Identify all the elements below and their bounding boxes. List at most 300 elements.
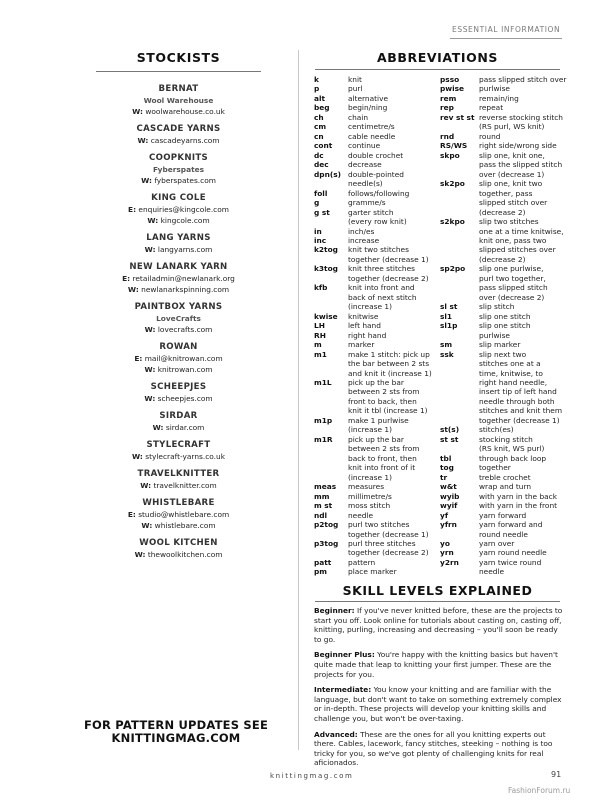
abbreviation-meaning: slip next two [479, 349, 527, 359]
abbreviation-term: m1L [314, 378, 332, 387]
abbreviation-term [440, 530, 479, 539]
abbreviation-meaning: yarn forward and [479, 520, 543, 530]
abbreviation-term: g st [314, 207, 330, 217]
abbreviation-row [314, 350, 434, 359]
abbreviation-meaning: pick up the bar [348, 378, 404, 387]
abbreviation-row [440, 511, 565, 520]
abbreviation-term: sp2po [440, 264, 466, 274]
contact-label: W: [141, 176, 152, 185]
skill-level-paragraph [314, 730, 564, 768]
stockist-name: NEW LANARK YARN [129, 262, 228, 272]
abbreviation-meaning: pick up the bar [348, 434, 404, 444]
abbreviation-meaning: right side/wrong side [479, 141, 557, 151]
abbreviation-meaning: knit one, pass two [479, 235, 547, 245]
abbreviation-meaning: together [479, 463, 511, 473]
abbreviation-term: meas [314, 482, 337, 492]
abbreviation-term [314, 217, 348, 226]
contact-value: newlanarkspinning.com [141, 285, 230, 294]
abbreviation-row [314, 283, 434, 292]
abbreviation-meaning: needle [479, 567, 505, 577]
abbreviation-meaning: knit two stitches [348, 245, 409, 255]
abbreviation-term: p2tog [314, 520, 339, 530]
contact-label: E: [134, 354, 143, 363]
abbreviation-row [314, 511, 434, 520]
skill-level-description: These are the ones for all you knitting experts out there. Cables, lacework, fancy stitches, steeking – nothing is too tricky for you, so we've got plenty of challenging knits for real aficionados. [314, 729, 553, 768]
abbreviation-meaning: yarn forward [479, 510, 527, 520]
abbreviation-meaning: make 1 stitch: pick up [348, 349, 430, 359]
stockist-contact [96, 393, 261, 404]
abbreviations-rule [315, 69, 560, 70]
abbreviation-row [314, 520, 434, 529]
abbreviation-term [314, 387, 348, 396]
contact-label: W: [144, 245, 156, 254]
abbreviation-meaning: place marker [348, 567, 397, 577]
stockist-name: LANG YARNS [146, 233, 211, 243]
contact-value: whistlebare.com [154, 521, 216, 530]
abbreviation-row [440, 425, 565, 434]
abbreviation-row [440, 274, 565, 283]
abbreviation-term: ch [314, 112, 324, 122]
abbreviation-meaning: left hand [348, 321, 381, 331]
contact-value: mail@knitrowan.com [144, 354, 223, 363]
abbreviation-row [440, 567, 565, 576]
abbreviation-term: tr [440, 472, 448, 482]
abbreviation-row [314, 84, 434, 93]
abbreviation-row [440, 141, 565, 150]
abbreviation-row [314, 567, 434, 576]
abbreviation-term: sl st [440, 302, 458, 312]
abbreviation-row [440, 530, 565, 539]
contact-value: scheepjes.com [157, 394, 213, 403]
abbreviation-meaning: knitwise [348, 311, 379, 321]
abbreviation-meaning: stitches and knit them [479, 406, 563, 416]
abbreviation-term [440, 567, 479, 576]
abbreviation-row [314, 179, 434, 188]
abbreviation-term: pwise [440, 84, 465, 94]
stockist-name: TRAVELKNITTER [137, 469, 220, 479]
abbreviation-term [314, 444, 348, 453]
abbreviation-row [440, 198, 565, 207]
abbreviation-meaning: reverse stocking stitch [479, 112, 563, 122]
abbreviation-term: st st [440, 434, 459, 444]
abbreviation-row [314, 160, 434, 169]
contact-label: E: [122, 274, 131, 283]
abbreviation-row [440, 406, 565, 415]
stockist-entry [96, 84, 261, 117]
abbreviation-meaning: round [479, 131, 501, 141]
contact-value: langyarns.com [157, 245, 213, 254]
abbreviation-row [314, 369, 434, 378]
abbreviation-row [440, 179, 565, 188]
abbreviation-row [314, 435, 434, 444]
abbreviation-meaning: right hand needle, [479, 378, 548, 387]
page-number: 91 [551, 770, 562, 779]
abbreviation-meaning: together (decrease 2) [348, 548, 429, 558]
abbreviation-row [440, 321, 565, 330]
abbreviation-term [440, 245, 479, 254]
abbreviation-meaning: (RS knit, WS purl) [479, 444, 545, 454]
abbreviation-meaning: decrease [348, 160, 382, 170]
abbreviation-meaning: treble crochet [479, 472, 531, 482]
skill-level-name: Beginner: [314, 606, 355, 615]
abbreviation-meaning: yarn over [479, 538, 515, 548]
stockist-contact [96, 175, 261, 186]
abbreviation-meaning: (decrease 2) [479, 207, 526, 217]
abbreviation-term [314, 473, 348, 482]
stockist-name: WOOL KITCHEN [139, 538, 218, 548]
abbreviation-meaning: knit three stitches [348, 264, 416, 274]
contact-label: W: [152, 423, 164, 432]
header-rule [450, 38, 562, 39]
abbreviation-meaning: (RS purl, WS knit) [479, 122, 545, 132]
contact-label: E: [127, 510, 136, 519]
abbreviation-row [314, 103, 434, 112]
abbreviation-row [440, 151, 565, 160]
abbreviation-meaning: garter stitch [348, 207, 394, 217]
abbreviation-meaning: (decrease 2) [479, 254, 526, 264]
abbreviation-meaning: purlwise [479, 84, 510, 94]
abbreviation-meaning: stitch(es) [479, 425, 514, 435]
abbreviation-meaning: purl two stitches [348, 520, 410, 530]
abbreviation-meaning: slip one, knit one, [479, 150, 545, 160]
abbreviation-meaning: and knit it (increase 1) [348, 368, 432, 378]
abbreviation-meaning: front to back, then [348, 396, 417, 406]
abbreviation-row [440, 340, 565, 349]
abbreviation-row [440, 245, 565, 254]
abbreviation-row [314, 340, 434, 349]
abbreviation-term [314, 454, 348, 463]
abbreviation-term: cont [314, 141, 333, 151]
abbreviation-term [314, 406, 348, 415]
abbreviation-term [440, 274, 479, 283]
skill-levels-body [314, 606, 564, 774]
abbreviation-row [314, 264, 434, 273]
abbreviation-row [314, 293, 434, 302]
abbreviation-row [314, 548, 434, 557]
abbreviation-term: m st [314, 501, 333, 511]
abbreviation-term: yfrn [440, 520, 457, 530]
stockist-name: COOPKNITS [148, 153, 209, 163]
contact-label: W: [144, 365, 156, 374]
abbreviation-row [440, 416, 565, 425]
section-label: ESSENTIAL INFORMATION [452, 25, 561, 34]
abbreviation-row [314, 425, 434, 434]
abbreviation-term [440, 406, 479, 415]
abbreviation-term [314, 274, 348, 283]
abbreviation-term [440, 283, 479, 292]
updates-line-1: FOR PATTERN UPDATES SEE [83, 718, 269, 732]
abbreviation-row [440, 359, 565, 368]
skill-level-name: Intermediate: [314, 685, 372, 695]
abbreviation-meaning: one at a time knitwise, [479, 226, 564, 236]
abbreviation-row [440, 397, 565, 406]
stockist-entry [96, 302, 261, 335]
abbreviation-row [440, 189, 565, 198]
abbreviation-meaning: increase [348, 235, 380, 245]
abbreviation-row [314, 198, 434, 207]
abbreviation-row [314, 492, 434, 501]
abbreviation-row [314, 113, 434, 122]
stockist-distributor [96, 313, 261, 324]
contact-value: lovecrafts.com [157, 325, 213, 334]
abbreviation-meaning: double-pointed [348, 169, 404, 179]
abbreviation-term [314, 548, 348, 557]
abbreviation-meaning: knit into front of it [348, 463, 416, 473]
abbreviation-term: sl1 [440, 311, 453, 321]
stockist-entry [96, 411, 261, 433]
stockist-entry [96, 469, 261, 491]
skill-level-description: You're happy with the knitting basics but haven't quite made that leap to knitting your first jumper. These are the projects for you. [314, 650, 558, 679]
stockist-entry [96, 440, 261, 462]
abbreviation-term: rem [440, 93, 457, 103]
abbreviation-row [440, 482, 565, 491]
abbreviation-row [440, 492, 565, 501]
contact-label: W: [137, 136, 149, 145]
abbreviation-term [314, 293, 348, 302]
stockist-contact [96, 273, 261, 284]
abbreviations-column-1 [314, 75, 434, 577]
contact-value: kingcole.com [160, 216, 210, 225]
abbreviation-term: sl1p [440, 321, 458, 331]
abbreviation-meaning: over (decrease 1) [479, 169, 545, 179]
abbreviation-term [440, 208, 479, 217]
stockist-contact [96, 422, 261, 433]
abbreviation-term: RS/WS [440, 141, 468, 151]
abbreviation-row [314, 397, 434, 406]
abbreviation-term: dc [314, 150, 324, 160]
abbreviation-term [440, 369, 479, 378]
abbreviation-row [314, 416, 434, 425]
abbreviation-term: sk2po [440, 179, 465, 189]
stockist-entry [96, 153, 261, 186]
abbreviation-term [440, 416, 479, 425]
abbreviation-term [314, 255, 348, 264]
abbreviation-term [314, 425, 348, 434]
stockist-name: KING COLE [151, 193, 206, 203]
column-divider [298, 50, 299, 750]
stockists-section [96, 50, 261, 567]
abbreviation-meaning: slipped stitch over [479, 198, 548, 208]
abbreviation-term: dec [314, 160, 329, 170]
abbreviation-row [314, 444, 434, 453]
abbreviation-meaning: time, knitwise, to [479, 368, 543, 378]
abbreviation-term [440, 397, 479, 406]
contact-value: fyberspates.com [154, 176, 216, 185]
abbreviation-row [440, 539, 565, 548]
abbreviation-meaning: back to front, then [348, 453, 417, 463]
stockist-contact [96, 106, 261, 117]
abbreviation-row [440, 302, 565, 311]
abbreviation-row [314, 359, 434, 368]
contact-label: W: [141, 521, 153, 530]
abbreviation-term: LH [314, 321, 325, 331]
abbreviation-term [440, 122, 479, 131]
abbreviation-meaning: slip one stitch [479, 311, 531, 321]
abbreviation-meaning: marker [348, 340, 375, 350]
abbreviation-meaning: remain/ing [479, 93, 519, 103]
abbreviation-meaning: together, pass [479, 188, 533, 198]
abbreviation-meaning: between 2 sts from [348, 444, 420, 454]
contact-label: W: [144, 325, 156, 334]
abbreviation-term: alt [314, 93, 326, 103]
abbreviation-meaning: stocking stitch [479, 434, 533, 444]
abbreviation-meaning: (increase 1) [348, 472, 392, 482]
stockist-name: SIRDAR [159, 411, 198, 421]
contact-value: thewoolkitchen.com [147, 550, 223, 559]
abbreviation-row [314, 122, 434, 131]
abbreviation-meaning: double crochet [348, 150, 404, 160]
contact-label: W: [127, 285, 139, 294]
stockist-distributor [96, 164, 261, 175]
abbreviation-term: yo [440, 538, 450, 548]
stockist-name: BERNAT [158, 84, 199, 94]
contact-value: woolwarehouse.co.uk [145, 107, 225, 116]
abbreviation-term [440, 359, 479, 368]
abbreviation-term: beg [314, 103, 330, 113]
stockist-name: PAINTBOX YARNS [134, 302, 223, 312]
abbreviation-row [314, 170, 434, 179]
abbreviation-row [440, 94, 565, 103]
contact-value: Wool Warehouse [143, 96, 214, 105]
abbreviation-meaning: purlwise [479, 330, 510, 340]
abbreviation-term [314, 463, 348, 472]
abbreviation-term [314, 397, 348, 406]
abbreviation-meaning: yarn twice round [479, 557, 542, 567]
abbreviation-meaning: through back loop [479, 453, 547, 463]
abbreviation-term: g [314, 198, 320, 208]
abbreviation-meaning: pass slipped stitch [479, 283, 548, 293]
abbreviation-term: foll [314, 188, 328, 198]
abbreviation-term: pm [314, 567, 327, 577]
abbreviation-row [314, 312, 434, 321]
abbreviation-term: w&t [440, 482, 457, 492]
abbreviation-term: sm [440, 340, 453, 350]
abbreviation-term: RH [314, 330, 326, 340]
abbreviation-row [314, 217, 434, 226]
abbreviation-meaning: together (decrease 1) [348, 529, 429, 539]
abbreviation-row [440, 283, 565, 292]
abbreviation-row [440, 103, 565, 112]
abbreviation-meaning: insert tip of left hand [479, 387, 557, 397]
abbreviation-meaning: together (decrease 1) [479, 415, 560, 425]
abbreviation-row [314, 454, 434, 463]
contact-label: W: [147, 216, 159, 225]
abbreviation-term [440, 189, 479, 198]
abbreviation-meaning: over (decrease 2) [479, 292, 545, 302]
abbreviation-row [440, 473, 565, 482]
stockist-contact [96, 244, 261, 255]
abbreviation-row [314, 255, 434, 264]
contact-value: knitrowan.com [157, 365, 213, 374]
abbreviation-meaning: (every row knit) [348, 217, 407, 227]
abbreviation-term: wyib [440, 491, 460, 501]
skill-level-paragraph [314, 650, 564, 679]
skill-level-paragraph [314, 685, 564, 723]
abbreviation-row [314, 274, 434, 283]
abbreviation-row [314, 141, 434, 150]
skill-level-name: Beginner Plus: [314, 650, 375, 660]
abbreviation-row [440, 264, 565, 273]
abbreviation-meaning: knit [348, 75, 362, 84]
abbreviation-row [440, 520, 565, 529]
stockist-contact [96, 549, 261, 560]
stockist-contact [96, 324, 261, 335]
contact-value: studio@whistlebare.com [138, 510, 230, 519]
stockist-entry [96, 382, 261, 404]
abbreviation-term: k3tog [314, 264, 338, 274]
abbreviation-meaning: with yarn in the front [479, 501, 558, 511]
abbreviation-row [440, 132, 565, 141]
abbreviation-row [314, 132, 434, 141]
contact-value: stylecraft-yarns.co.uk [145, 452, 225, 461]
footer-url: knittingmag.com [270, 772, 354, 780]
abbreviation-meaning: slipped stitches over [479, 245, 556, 255]
abbreviation-row [440, 170, 565, 179]
contact-label: W: [132, 452, 143, 461]
abbreviation-row [440, 293, 565, 302]
abbreviation-row [314, 94, 434, 103]
abbreviation-meaning: chain [348, 112, 369, 122]
abbreviation-row [440, 122, 565, 131]
abbreviation-row [440, 160, 565, 169]
abbreviation-row [440, 255, 565, 264]
stockist-name: ROWAN [159, 342, 198, 352]
stockist-entry [96, 262, 261, 295]
abbreviation-term [440, 444, 479, 453]
abbreviation-term [440, 227, 479, 236]
abbreviation-row [440, 387, 565, 396]
abbreviation-meaning: purl three stitches [348, 538, 416, 548]
stockist-entry [96, 124, 261, 146]
stockist-entry [96, 538, 261, 560]
abbreviation-row [440, 75, 565, 84]
abbreviation-row [440, 350, 565, 359]
abbreviation-meaning: (increase 1) [348, 302, 392, 312]
abbreviation-row [440, 558, 565, 567]
contact-value: Fyberspates [152, 165, 205, 174]
abbreviation-row [314, 331, 434, 340]
stockist-contact [96, 520, 261, 531]
abbreviation-row [314, 406, 434, 415]
abbreviation-row [314, 321, 434, 330]
contact-label: W: [132, 107, 143, 116]
stockist-contact [96, 135, 261, 146]
stockist-contact [96, 364, 261, 375]
stockist-contact [96, 451, 261, 462]
abbreviation-row [440, 454, 565, 463]
abbreviation-term [440, 293, 479, 302]
abbreviation-row [314, 236, 434, 245]
abbreviation-meaning: slip one purlwise, [479, 264, 544, 274]
abbreviation-meaning: slip marker [479, 340, 521, 350]
abbreviation-row [440, 435, 565, 444]
abbreviation-row [314, 189, 434, 198]
abbreviation-meaning: yarn round needle [479, 548, 547, 558]
stockist-list [96, 84, 261, 560]
abbreviation-row [440, 217, 565, 226]
abbreviation-row [314, 227, 434, 236]
abbreviation-row [314, 387, 434, 396]
abbreviation-row [314, 539, 434, 548]
abbreviation-term: m1R [314, 434, 333, 444]
contact-label: W: [134, 550, 146, 559]
abbreviation-meaning: slip two stitches [479, 217, 539, 227]
abbreviation-row [314, 501, 434, 510]
abbreviation-term: cm [314, 122, 327, 132]
abbreviation-meaning: pass the slipped stitch [479, 160, 563, 170]
abbreviation-term [440, 255, 479, 264]
abbreviation-row [440, 501, 565, 510]
